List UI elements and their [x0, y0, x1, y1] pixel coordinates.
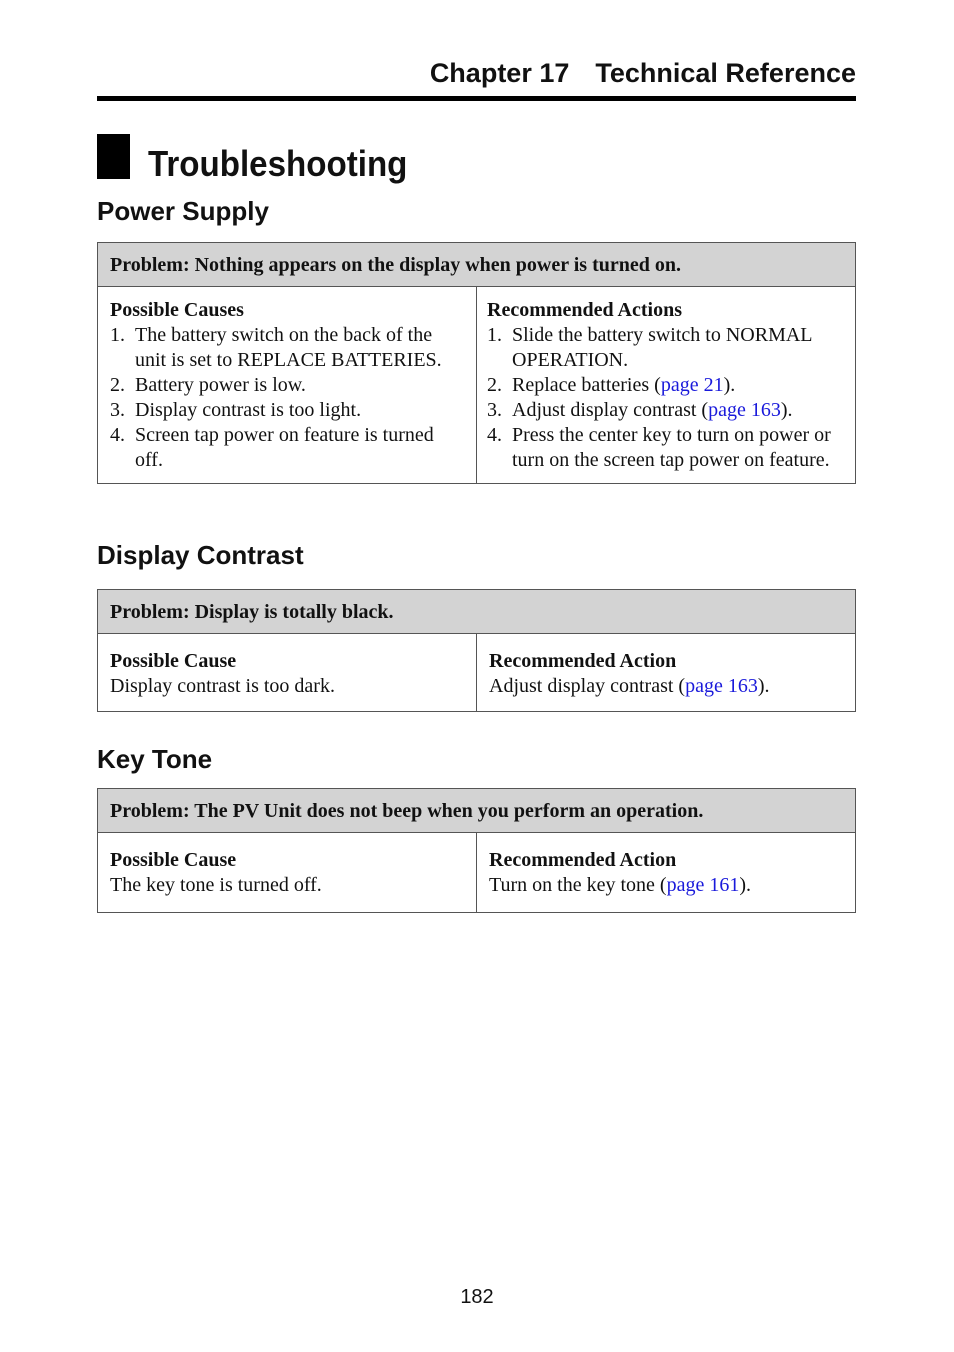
- list-item: 4. Screen tap power on feature is turned off.: [110, 424, 434, 471]
- cause-cell: [98, 634, 477, 712]
- page-link[interactable]: page 21: [660, 374, 724, 396]
- display-contrast-table: [97, 589, 856, 712]
- page-link[interactable]: page 163: [708, 399, 781, 421]
- section-heading-key-tone: Key Tone: [97, 744, 213, 774]
- section-heading-display-contrast: Display Contrast: [97, 540, 304, 570]
- section-heading-power-supply: Power Supply: [97, 196, 269, 226]
- action-heading: Recommended Action: [489, 849, 677, 871]
- problem-row: Problem: Display is totally black.: [98, 590, 856, 634]
- causes-cell: [98, 287, 477, 484]
- action-cell: Recommended Action Turn on the key tone (page 161).: [477, 833, 856, 913]
- cause-heading: Possible Cause: [110, 650, 237, 672]
- causes-list: [110, 323, 464, 473]
- list-item: 3. Display contrast is too light.: [110, 399, 362, 421]
- actions-cell: [477, 287, 856, 484]
- list-item: 1. The battery switch on the back of the unit is set to REPLACE BATTERIES.: [110, 324, 442, 371]
- action-cell: Recommended Action Adjust display contrast (page 163).: [477, 634, 856, 712]
- chapter-header: [97, 58, 856, 89]
- cause-cell: [98, 833, 477, 913]
- action-heading: Recommended Action: [489, 650, 677, 672]
- chapter-label: Chapter 17: [429, 58, 570, 88]
- list-item: 3. Adjust display contrast (page 163).: [487, 399, 793, 421]
- header-rule: [97, 96, 856, 101]
- problem-row: Problem: Nothing appears on the display when power is turned on.: [98, 243, 856, 287]
- list-item: 2. Battery power is low.: [110, 374, 306, 396]
- page-link[interactable]: page 161: [666, 874, 740, 896]
- list-item: 2. Replace batteries (page 21).: [487, 374, 736, 396]
- actions-heading: Recommended Actions: [487, 299, 682, 321]
- page-link[interactable]: page 163: [685, 675, 758, 697]
- cause-text: The key tone is turned off.: [110, 874, 322, 896]
- cause-heading: Possible Cause: [110, 849, 237, 871]
- actions-list: [487, 323, 843, 473]
- page-title: Troubleshooting: [148, 143, 408, 184]
- cause-text: Display contrast is too dark.: [110, 675, 335, 697]
- page-number: 182: [460, 1286, 494, 1308]
- causes-heading: Possible Causes: [110, 299, 244, 321]
- chapter-section-label: Technical Reference: [595, 58, 856, 88]
- title-marker-block: [97, 134, 130, 179]
- list-item: 4. Press the center key to turn on power or turn on the screen tap power on feature.: [487, 424, 831, 471]
- problem-row: Problem: The PV Unit does not beep when you perform an operation.: [98, 789, 856, 833]
- list-item: 1. Slide the battery switch to NORMAL OPERATION.: [487, 324, 812, 371]
- power-supply-table: [97, 242, 856, 484]
- key-tone-table: [97, 788, 856, 913]
